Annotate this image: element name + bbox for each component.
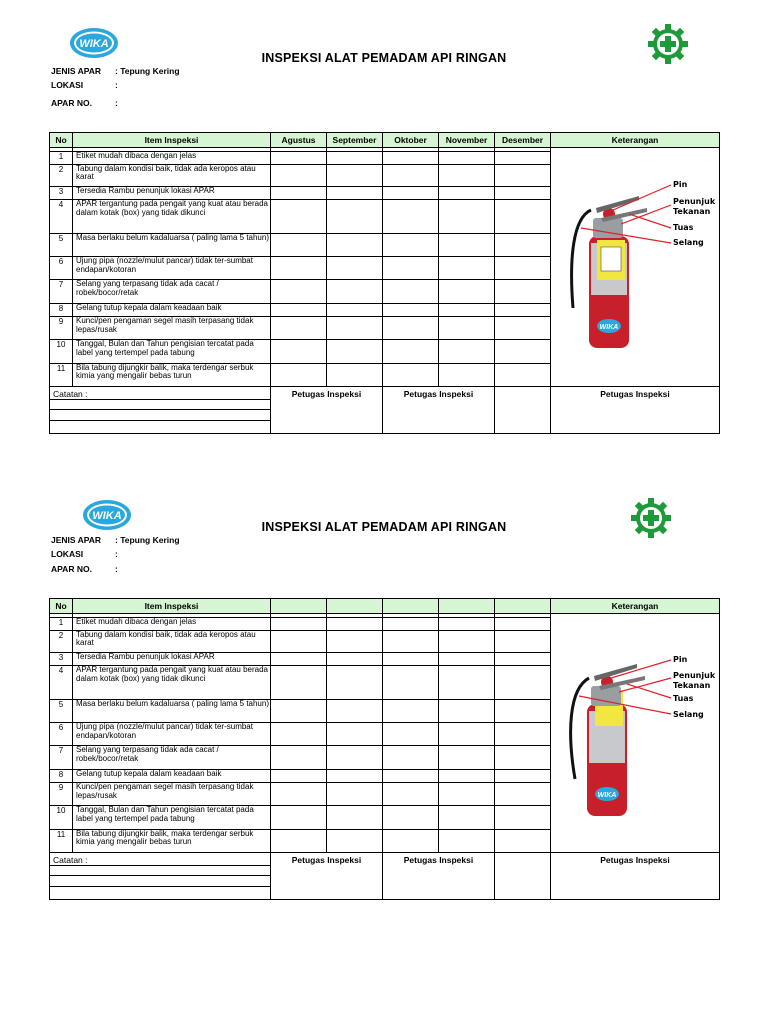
table-row: 4 APAR tergantung pada pengait yang kuat atau berada dalam kotak (box) yang tidak dikunci (50, 666, 720, 699)
callout-pin: Pin (673, 655, 688, 664)
table-header (50, 133, 720, 148)
col-month (439, 599, 495, 614)
callout-pin: Pin (673, 180, 688, 189)
table-row: 5 Masa berlaku belum kadaluarsa ( paling lama 5 tahun) (50, 233, 720, 256)
table-row: 9 Kunci/pen pengaman segel masih terpasang tidak lepas/rusak (50, 316, 720, 339)
table-row: 10 Tanggal, Bulan dan Tahun pengisian tercatat pada label yang tertempel pada tabung (50, 806, 720, 829)
table-row: 7 Selang yang terpasang tidak ada cacat / robek/bocor/retak (50, 746, 720, 769)
inspection-table (49, 598, 720, 900)
col-month: Desember (495, 133, 551, 148)
petugas-inspeksi: Petugas Inspeksi (551, 387, 720, 434)
callout-penunjuk-tekanan: Penunjuk Tekanan (673, 671, 716, 690)
callout-penunjuk-tekanan: Penunjuk Tekanan (673, 197, 716, 216)
callout-tuas: Tuas (673, 223, 694, 232)
table-row: 9 Kunci/pen pengaman segel masih terpasang tidak lepas/rusak (50, 782, 720, 805)
col-month: September (327, 133, 383, 148)
svg-text:WIKA: WIKA (79, 38, 109, 50)
footer-row (50, 853, 720, 900)
catatan-cell (50, 853, 271, 900)
col-keterangan: Keterangan (551, 599, 720, 614)
apar-no: APAR NO. : (51, 98, 118, 108)
callout-selang: Selang (673, 710, 704, 719)
fire-extinguisher-image (551, 614, 720, 852)
col-no: No (50, 133, 73, 148)
petugas-inspeksi: Petugas Inspeksi (383, 387, 495, 434)
col-no: No (50, 599, 73, 614)
lokasi: LOKASI : (51, 80, 118, 90)
table-row: 11 Bila tabung dijungkir balik, maka terdengar serbuk kimia yang mengalir bebas turun (50, 829, 720, 852)
table-row: 8 Gelang tutup kepala dalam keadaan baik (50, 303, 720, 316)
svg-text:WIKA: WIKA (92, 510, 122, 522)
table-row: 11 Bila tabung dijungkir balik, maka terdengar serbuk kimia yang mengalir bebas turun (50, 363, 720, 386)
table-row: 5 Masa berlaku belum kadaluarsa ( paling lama 5 tahun) (50, 699, 720, 722)
col-month: Oktober (383, 133, 439, 148)
col-keterangan: Keterangan (551, 133, 720, 148)
keterangan-cell (551, 614, 720, 853)
col-month: November (439, 133, 495, 148)
table-header (50, 599, 720, 614)
jenis-apar: JENIS APAR : Tepung Kering (51, 66, 180, 76)
col-item: Item Inspeksi (73, 599, 271, 614)
inspection-table (49, 132, 720, 434)
catatan-label: Catatan : (53, 389, 88, 399)
svg-text:WIKA: WIKA (597, 792, 617, 799)
petugas-inspeksi: Petugas Inspeksi (271, 387, 383, 434)
table-row: 8 Gelang tutup kepala dalam keadaan baik (50, 769, 720, 782)
footer-row (50, 387, 720, 434)
catatan-cell (50, 387, 271, 434)
fire-extinguisher-image (551, 148, 720, 386)
col-month (383, 599, 439, 614)
inspection-form-2 (0, 466, 768, 936)
table-row: 1 Etiket mudah dibaca dengan jelas (50, 618, 720, 630)
col-month (271, 599, 327, 614)
table-row: 6 Ujung pipa (nozzle/mulut pancar) tidak ter-sumbat endapan/kotoran (50, 722, 720, 745)
keterangan-cell (551, 148, 720, 387)
petugas-inspeksi: Petugas Inspeksi (383, 853, 495, 900)
table-row: 1 Etiket mudah dibaca dengan jelas (50, 152, 720, 164)
inspection-form-1 (0, 0, 768, 470)
col-item: Item Inspeksi (73, 133, 271, 148)
col-month: Agustus (271, 133, 327, 148)
table-row: 4 APAR tergantung pada pengait yang kuat atau berada dalam kotak (box) yang tidak dikunci (50, 200, 720, 233)
table-row: 3 Tersedia Rambu penunjuk lokasi APAR (50, 186, 720, 199)
jenis-apar: JENIS APAR : Tepung Kering (51, 535, 180, 545)
petugas-inspeksi: Petugas Inspeksi (271, 853, 383, 900)
callout-selang: Selang (673, 238, 704, 247)
lokasi: LOKASI : (51, 549, 118, 559)
col-month (327, 599, 383, 614)
callout-tuas: Tuas (673, 694, 694, 703)
col-month (495, 599, 551, 614)
table-row: 3 Tersedia Rambu penunjuk lokasi APAR (50, 652, 720, 665)
catatan-label: Catatan : (53, 855, 88, 865)
form-title: INSPEKSI ALAT PEMADAM API RINGAN (261, 520, 507, 534)
table-row: 6 Ujung pipa (nozzle/mulut pancar) tidak ter-sumbat endapan/kotoran (50, 256, 720, 279)
table-row: 2 Tabung dalam kondisi baik, tidak ada keropos atau karat (50, 164, 720, 186)
table-row: 7 Selang yang terpasang tidak ada cacat / robek/bocor/retak (50, 280, 720, 303)
apar-no: APAR NO. : (51, 564, 118, 574)
form-title: INSPEKSI ALAT PEMADAM API RINGAN (261, 51, 507, 65)
table-row: 10 Tanggal, Bulan dan Tahun pengisian tercatat pada label yang tertempel pada tabung (50, 340, 720, 363)
petugas-inspeksi: Petugas Inspeksi (551, 853, 720, 900)
table-row: 2 Tabung dalam kondisi baik, tidak ada keropos atau karat (50, 630, 720, 652)
svg-text:WIKA: WIKA (599, 324, 619, 331)
